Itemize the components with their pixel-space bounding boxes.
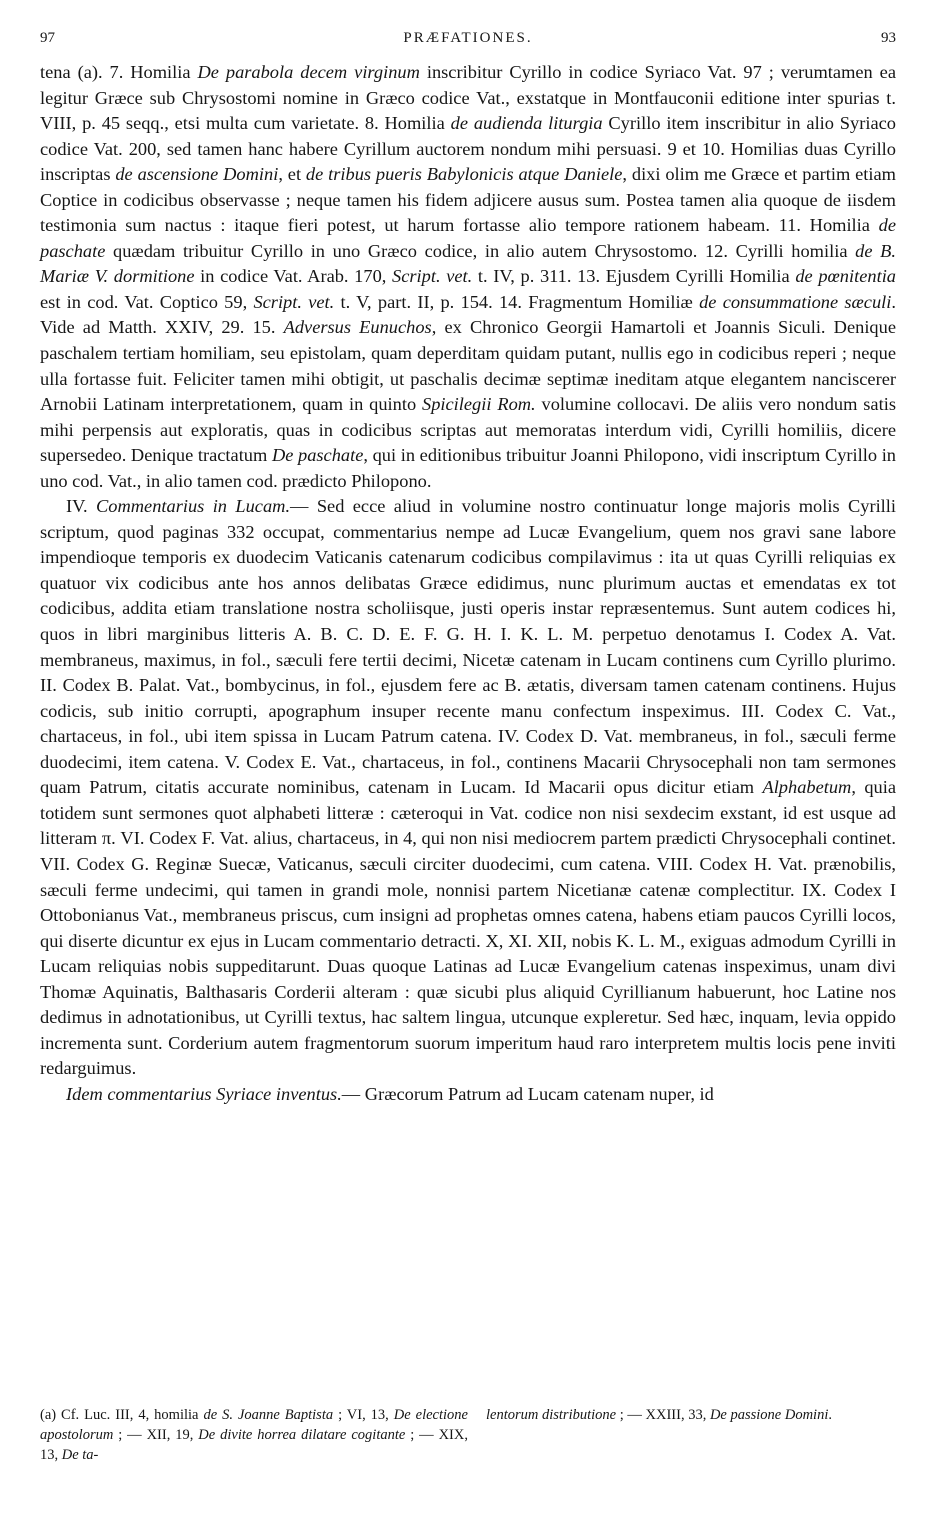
body-text <box>40 60 896 1107</box>
italic-phrase: Adversus Eunuchos <box>283 317 432 338</box>
italic-phrase: Script. vet. <box>392 266 473 287</box>
italic-phrase: De divite horrea dilatare cogitante <box>198 1427 406 1443</box>
italic-phrase: de tribus pueris Babylonicis atque Daniele <box>305 164 623 185</box>
italic-phrase: Spicilegii Rom. <box>422 394 536 415</box>
italic-phrase: de B. Mariæ V. dormitione <box>40 240 896 287</box>
footnotes <box>40 1405 896 1465</box>
italic-phrase: De paschate <box>271 445 364 466</box>
italic-phrase: Idem commentarius Syriace inventus. <box>66 1083 342 1104</box>
italic-phrase: de paschate <box>40 215 896 261</box>
footnote-right-column: lentorum distributione ; — XXIII, 33, De passione Domini. <box>486 1407 832 1423</box>
paragraph-commentarius-in-lucam: IV. Commentarius in Lucam.— Sed ecce aliud in volumine nostro continuatur longe majoris molis Cyrilli scriptum, quod paginas 332 occupat, commentarius nempe ad Lucæ Evangelium, quem nos gravi sane labore impendioque temporis ex duodecim Vaticanis catenarum codicibus compilavimus : ita ut quas Cyrilli reliquias ex quatuor vix codicibus ante hos annos delibatas Græce edidimus, nunc plurimum auctas et emendatas ex tot codicibus, addita etiam translatione nostra scholiisque, justi operis instar repræsentemus. Sunt autem codices hi, quos in libri marginibus litteris A. B. C. D. E. F. G. H. I. K. L. M. perpetuo denotamus I. Codex A. Vat. membraneus, maximus, in fol., sæculi fere tertii decimi, Nicetæ catenam in Lucam continens cum Cyrillo plurimo. II. Codex B. Palat. Vat., bombycinus, in fol., ejusdem fere ac B. ætatis, diversam tamen catenam continens. Hujus codicis, sub initio corrupti, apographum insuper recente manu confectum inspeximus. III. Codex C. Vat., chartaceus, in fol., ubi item spissa in Lucam Patrum catena. IV. Codex D. Vat. membraneus, in fol., sæculi ferme duodecimi, item catena. V. Codex E. Vat., chartaceus, in fol., continens Macarii Chrysocephali non tam sermones quam Patrum, citatis accurate nominibus, catenam in Lucam. Id Macarii opus dicitur etiam Alphabetum, quia totidem sunt sermones quot alphabeti litteræ : cæteroqui in Vat. codice non nisi sexdecim exstant, id est usque ad litteram π. VI. Codex F. Vat. alius, chartaceus, in 4, qui non nisi mediocrem partem prædicti Chrysocephali continet. VII. Codex G. Reginæ Suecæ, Vaticanus, sæculi circiter duodecimi, cum catena. VIII. Codex H. Vat. prænobilis, sæculi ferme undecimi, qui tamen in grandi mole, nonnisi partem Nicetianæ catenæ complectitur. IX. Codex I Ottobonianus Vat., membraneus priscus, cum insigni ad prophetas omnes catena, habens etiam paucos Cyrilli locos, qui diserte dicuntur ex ejus in Lucam commentario detracti. X, XI. XII, nobis K. L. M., exiguas admodum Cyrilli in Lucam reliquias nobis suppeditarunt. Duas quoque Latinas ad Lucæ Evangelium catenas inspeximus, unam divi Thomæ Aquinatis, Balthasaris Corderii alteram : quæ sicubi plus aliquid Cyrillianum habuerunt, hoc Latine nos dedimus in adnotationibus, ut Cyrilli textus, hac saltem lingua, utcunque expleretur. Sed hæc, inquam, levia oppido incrementa sunt. Corderium autem fragmentorum suorum imperitum haud raro interpretem multis locis pene inviti redarguimus. <box>40 496 897 1079</box>
paragraph-syriace-inventus: Idem commentarius Syriace inventus.— Græcorum Patrum ad Lucam catenam nuper, id <box>66 1083 714 1104</box>
italic-phrase: De electione apostolorum <box>40 1407 468 1443</box>
page-number-left: 97 <box>40 30 55 46</box>
page <box>40 30 896 1107</box>
footnote-left-column: (a) Cf. Luc. III, 4, homilia de S. Joanne Baptista ; VI, 13, De electione apostolorum ; — XII, 19, De divite horrea dilatare cogitante ; — XIX, 13, De ta- <box>40 1407 468 1463</box>
running-title: PRÆFATIONES. <box>403 30 533 46</box>
italic-phrase: de ascensione Domini <box>115 164 279 185</box>
italic-phrase: de S. Joanne Baptista <box>203 1407 334 1423</box>
page-number-right: 93 <box>880 30 896 46</box>
running-header <box>40 30 896 60</box>
italic-phrase: De parabola decem virginum <box>197 62 420 82</box>
italic-phrase: de consummatione sæculi <box>699 291 892 312</box>
italic-phrase: de audienda liturgia <box>450 113 603 134</box>
italic-phrase: De ta- <box>61 1447 99 1463</box>
italic-phrase: de pœnitentia <box>795 266 896 287</box>
italic-phrase: Script. vet. <box>253 291 335 312</box>
italic-phrase: lentorum distributione <box>486 1407 617 1423</box>
italic-phrase: Commentarius in Lucam. <box>96 496 291 517</box>
italic-phrase: De passione Domini <box>709 1407 829 1423</box>
paragraph-homilies: tena (a). 7. Homilia De parabola decem virginum inscribitur Cyrillo in codice Syriaco Vat. 97 ; verumtamen ea legitur Græce sub Chrysostomi nomine in Græco codice Vat., exstatque in Montfauconii editione inter spurias t. VIII, p. 45 seqq., etsi multa cum varietate. 8. Homilia de audienda liturgia Cyrillo item inscribitur in alio Syriaco codice Vat. 200, sed tamen hanc habere Cyrillum auctorem nondum mihi persuasi. 9 et 10. Homilias duas Cyrillo inscriptas de ascensione Domini, et de tribus pueris Babylonicis atque Daniele, dixi olim me Græce et partim etiam Coptice in codicibus observasse ; neque tamen his fidem adjicere ausus sum. Postea tamen alia quoque de iisdem testimonia sum nactus : itaque fieri potest, ut harum fortasse alio tempore rationem habeam. 11. Homilia de paschate quædam tribuitur Cyrillo in uno Græco codice, in alio autem Chrysostomo. 12. Cyrilli homilia de B. Mariæ V. dormitione in codice Vat. Arab. 170, Script. vet. t. IV, p. 311. 13. Ejusdem Cyrilli Homilia de pœnitentia est in cod. Vat. Coptico 59, Script. vet. t. V, part. II, p. 154. 14. Fragmentum Homiliæ de consummatione sæculi. Vide ad Matth. XXIV, 29. 15. Adversus Eunuchos, ex Chronico Georgii Hamartoli et Joannis Siculi. Denique paschalem tertiam homiliam, seu epistolam, quam deperditam quidam putant, nullis ego in codicibus reperi ; neque ulla fortasse fuit. Feliciter tamen mihi obtigit, ut paschalis decimæ septimæ ineditam atque elegantem nanciscerer Arnobii Latinam interpretationem, quam in quinto Spicilegii Rom. volumine collocavi. De aliis vero nondum satis mihi perpensis aut exploratis, quas in codicibus scriptas aut memoratas interdum vidi, Cyrilli homiliis, dicere supersedeo. Denique tractatum De paschate, qui in editionibus tribuitur Joanni Philopono, vidi inscriptum Cyrillo in uno cod. Vat., in alio tamen cod. prædicto Philopono. <box>40 62 896 491</box>
italic-phrase: Alphabetum <box>762 777 852 798</box>
